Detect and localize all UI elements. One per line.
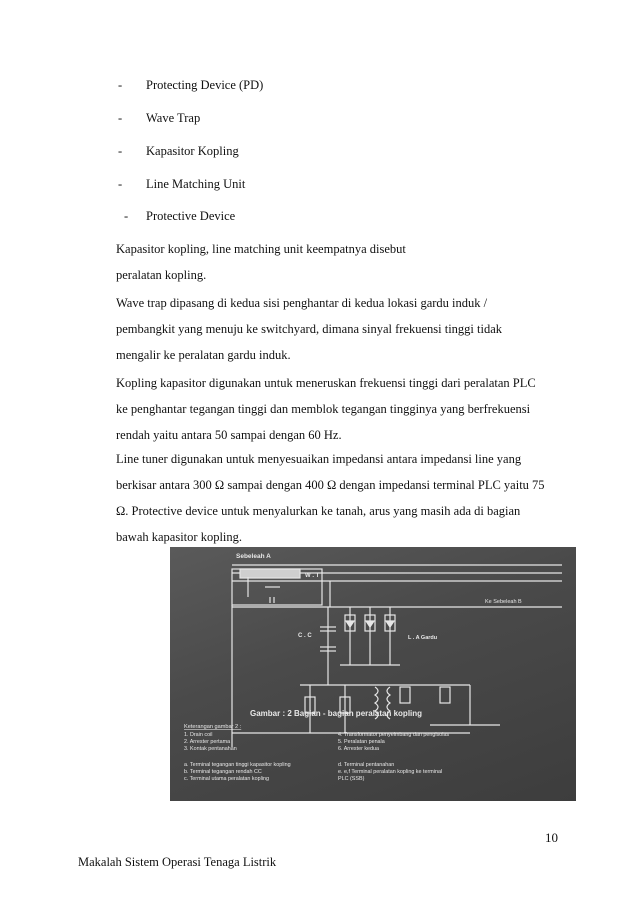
bullet-item: - Protective Device xyxy=(124,209,236,223)
paragraph-line: Wave trap dipasang di kedua sisi penghantar di kedua lokasi gardu induk / xyxy=(116,296,488,310)
paragraph-coupling-capacitor xyxy=(116,370,566,448)
legend-item: 6. Arrester kedua xyxy=(338,746,380,752)
page-footer: Makalah Sistem Operasi Tenaga Listrik xyxy=(78,855,277,869)
figure-label-la: L . A Gardu xyxy=(408,635,438,641)
legend-item: d. Terminal pentanahan xyxy=(338,762,395,768)
paragraph-line: ke penghantar tegangan tinggi dan memblok tegangan tingginya yang berfrekuensi xyxy=(116,402,531,416)
paragraph-line: Kapasitor kopling, line matching unit keempatnya disebut xyxy=(116,242,406,256)
paragraph-line: Ω. Protective device untuk menyalurkan ke tanah, arus yang masih ada di bagian xyxy=(116,504,521,518)
legend-item: a. Terminal tegangan tinggi kapasitor kopling xyxy=(184,762,291,768)
bullet-item: - Kapasitor Kopling xyxy=(118,144,239,158)
circuit-diagram xyxy=(170,547,576,801)
paragraph-line: bawah kapasitor kopling. xyxy=(116,530,243,544)
paragraph-line: pembangkit yang menuju ke switchyard, dimana sinyal frekuensi tinggi tidak xyxy=(116,322,503,336)
bullet-item: - Line Matching Unit xyxy=(118,177,246,191)
figure-label-wave-trap: W . T xyxy=(305,573,320,579)
paragraph-line: Line tuner digunakan untuk menyesuaikan impedansi antara impedansi line yang xyxy=(116,452,522,466)
paragraph-line: mengalir ke peralatan gardu induk. xyxy=(116,348,291,362)
legend-item: 2. Arrester pertama xyxy=(184,739,231,745)
legend-item: 5. Peralatan penala xyxy=(338,739,385,745)
legend-item: b. Terminal tegangan rendah CC xyxy=(184,769,262,775)
figure-legend-right xyxy=(338,732,449,782)
legend-item: 1. Drain coil xyxy=(184,732,213,738)
legend-item: c. Terminal utama peralatan kopling xyxy=(184,776,269,782)
paragraph-line: Kopling kapasitor digunakan untuk meneruskan frekuensi tinggi dari peralatan PLC xyxy=(116,376,536,390)
figure-label-cc: C . C xyxy=(298,633,312,639)
bullet-item: - Protecting Device (PD) xyxy=(118,78,264,92)
coupling-equipment-figure xyxy=(170,547,576,801)
page-number: 10 xyxy=(545,830,558,845)
figure-label-top: Sebeleah A xyxy=(236,553,271,560)
legend-item: e. e,f Terminal peralatan kopling ke terminal xyxy=(338,769,443,775)
paragraph-line: rendah yaitu antara 50 sampai dengan 60 Hz. xyxy=(116,428,342,442)
paragraph-coupling-equipment xyxy=(116,236,566,288)
figure-label-right: Ke Sebeleah B xyxy=(485,599,522,605)
figure-caption: Gambar : 2 Bagian - bagian peralatan kopling xyxy=(250,709,423,718)
legend-item: 3. Kontak pentanahan xyxy=(184,746,237,752)
paragraph-line: peralatan kopling. xyxy=(116,268,207,282)
figure-legend-left xyxy=(184,732,291,782)
paragraph-line-tuner xyxy=(116,446,566,550)
paragraph-wave-trap xyxy=(116,290,566,368)
paragraph-line: berkisar antara 300 Ω sampai dengan 400 Ω dengan impedansi terminal PLC yaitu 75 xyxy=(116,478,545,492)
legend-item: 4. Transformator penyeimbang dan pengisolas xyxy=(338,732,450,738)
bullet-item: - Wave Trap xyxy=(118,111,201,125)
legend-item: PLC (SSB) xyxy=(338,776,365,782)
figure-legend-title: Keterangan gambar 2 : xyxy=(184,724,242,730)
